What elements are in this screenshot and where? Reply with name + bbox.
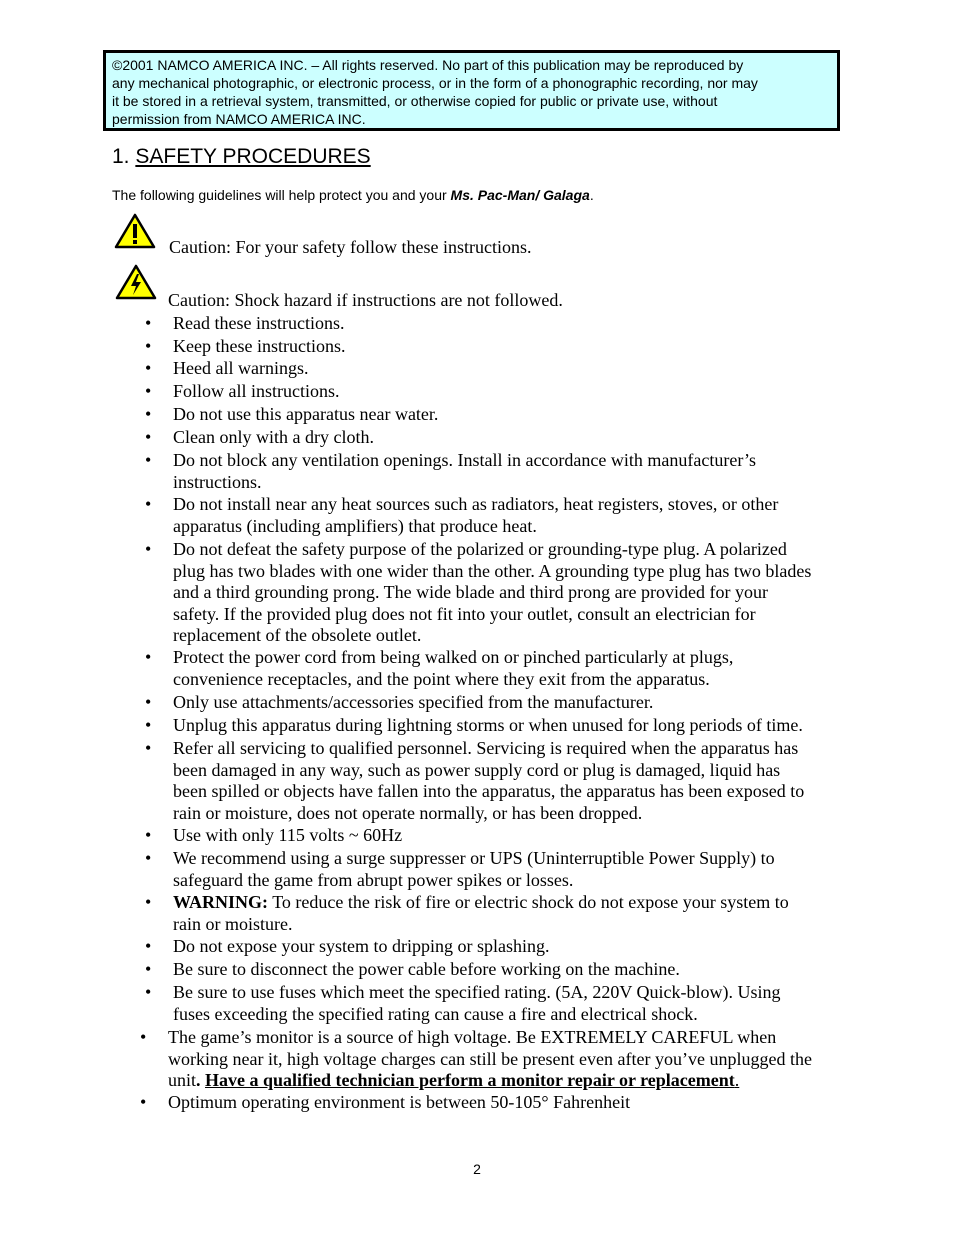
list-item: • Optimum operating environment is between 50-105° Fahrenheit — [140, 1092, 631, 1112]
list-item: • Do not expose your system to dripping or splashing. — [145, 936, 550, 956]
list-item: • Read these instructions. — [145, 313, 345, 333]
list-item: • Do not install near any heat sources such as radiators, heat registers, stoves, or other apparatus (including amplifiers) that produce heat. — [145, 494, 779, 536]
bullet: • — [145, 715, 152, 735]
bullet: • — [145, 313, 152, 333]
bullet: • — [145, 892, 152, 912]
list-item: • Clean only with a dry cloth. — [145, 427, 374, 447]
list-item: • Be sure to use fuses which meet the specified rating. (5A, 220V Quick-blow). Using fuses exceeding the specified rating can cause a fire and electrical shock. — [145, 982, 781, 1024]
bullet: • — [145, 404, 152, 424]
caution-shock-text: Caution: Shock hazard if instructions are not followed. — [168, 290, 563, 310]
bullet: • — [145, 450, 152, 470]
section-title: SAFETY PROCEDURES — [135, 145, 371, 168]
list-item: • Be sure to disconnect the power cable before working on the machine. — [145, 959, 680, 979]
bullet: • — [145, 494, 152, 514]
bullet: • — [145, 692, 152, 712]
list-item: • Use with only 115 volts ~ 60Hz — [145, 825, 403, 845]
list-item: • Protect the power cord from being walked on or pinched particularly at plugs, convenience receptacles, and the point where they exit from the apparatus. — [145, 647, 734, 689]
list-item: • Do not defeat the safety purpose of the polarized or grounding-type plug. A polarized plug has two blades with one wider than the other. A grounding type plug has two blades and a third grounding prong. The wide blade and third prong are provided for your safety. If the provided plug does not fit into your outlet, consult an electrician for replacement of the obsolete outlet. — [145, 539, 812, 645]
bullet: • — [145, 427, 152, 447]
bullet: • — [145, 825, 152, 845]
list-item: • WARNING: To reduce the risk of fire or electric shock do not expose your system to rain or moisture. — [145, 892, 789, 934]
list-item: • Refer all servicing to qualified personnel. Servicing is required when the apparatus has been damaged in any way, such as power supply cord or plug is damaged, liquid has been spilled or objects have fallen into the apparatus, the apparatus has been exposed to rain or moisture, does not operate normally, or has been dropped. — [145, 738, 805, 823]
list-item: • Only use attachments/accessories specified from the manufacturer. — [145, 692, 654, 712]
intro-paragraph — [112, 187, 594, 203]
copyright-line: it be stored in a retrieval system, transmitted, or otherwise copied for public or private use, without — [112, 93, 718, 109]
list-item: • Unplug this apparatus during lightning storms or when unused for long periods of time. — [145, 715, 803, 735]
copyright-line: permission from NAMCO AMERICA INC. — [112, 111, 366, 127]
monitor-repair-warning: Have a qualified technician perform a monitor repair or replacement — [205, 1070, 735, 1090]
intro-end: . — [589, 187, 594, 203]
bullet: • — [145, 959, 152, 979]
bullet: • — [140, 1092, 147, 1112]
bullet: • — [145, 848, 152, 868]
bullet: • — [145, 936, 152, 956]
copyright-line: ©2001 NAMCO AMERICA INC. – All rights reserved. No part of this publication may be reproduced by — [112, 57, 744, 73]
bullet: • — [145, 647, 152, 667]
list-item: • Keep these instructions. — [145, 336, 346, 356]
bullet: • — [145, 336, 152, 356]
copyright-line: any mechanical photographic, or electronic process, or in the form of a phonographic recording, nor may — [112, 75, 758, 91]
list-item: • Do not use this apparatus near water. — [145, 404, 439, 424]
bullet: • — [145, 358, 152, 378]
product-name: Ms. Pac-Man/ Galaga — [450, 187, 590, 203]
list-item: • The game’s monitor is a source of high voltage. Be EXTREMELY CAREFUL when working near it, high voltage charges can still be present even after you’ve unplugged the unit. Have a qualified technician perform a monitor repair or replacement. — [140, 1027, 812, 1090]
bullet: • — [145, 539, 152, 559]
list-item: • We recommend using a surge suppresser or UPS (Uninterruptible Power Supply) to safeguard the game from abrupt power spikes or losses. — [145, 848, 775, 890]
warning-label: WARNING: — [173, 892, 269, 912]
bullet: • — [145, 381, 152, 401]
lightning-warning-icon — [115, 264, 157, 300]
exclamation-warning-icon — [114, 213, 156, 249]
intro-text: The following guidelines will help protect you and your — [112, 187, 451, 203]
section-heading — [112, 145, 371, 169]
bullet: • — [145, 738, 152, 758]
list-item: • Do not block any ventilation openings. Install in accordance with manufacturer’s instructions. — [145, 450, 756, 492]
bullet: • — [145, 982, 152, 1002]
bullet: • — [140, 1027, 147, 1047]
list-item: • Follow all instructions. — [145, 381, 340, 401]
caution-safety-text: Caution: For your safety follow these instructions. — [169, 237, 532, 257]
section-number: 1. — [112, 145, 136, 168]
list-item: • Heed all warnings. — [145, 358, 309, 378]
page-number: 2 — [473, 1161, 481, 1177]
copyright-notice — [103, 50, 840, 131]
